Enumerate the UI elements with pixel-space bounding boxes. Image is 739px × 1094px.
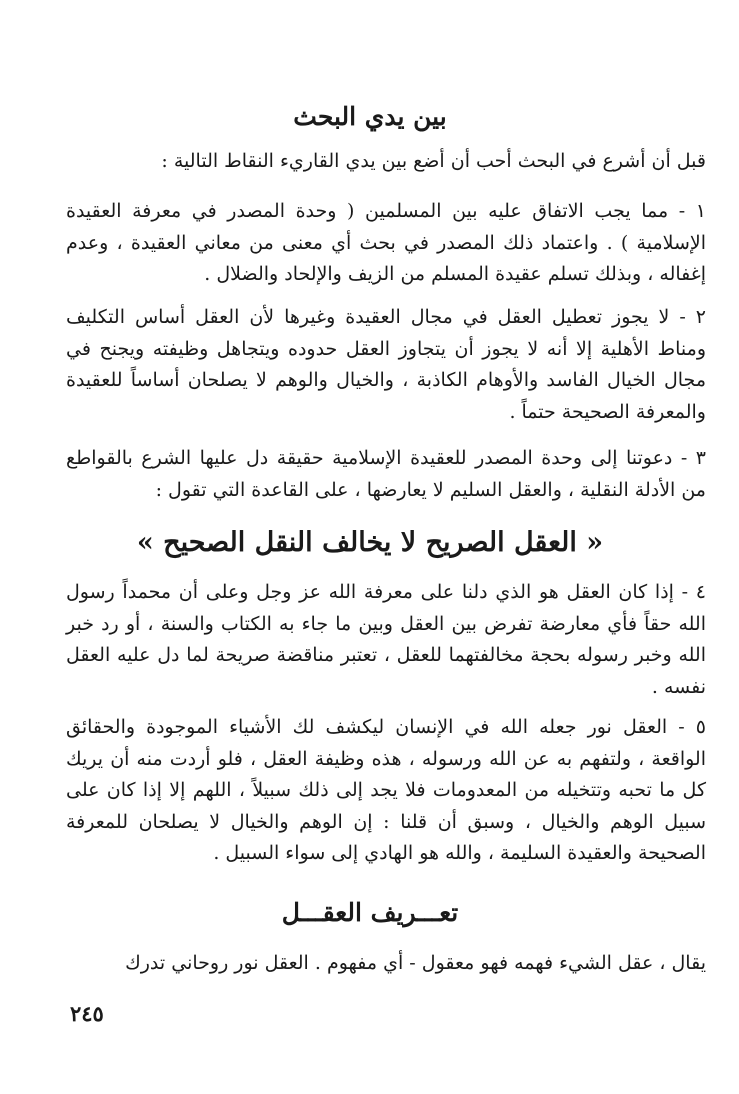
section-title: بين يدي البحث	[293, 102, 447, 131]
point-4-paragraph: ٤ - إذا كان العقل هو الذي دلنا على معرفة الله عز وجل وعلى أن محمداً رسول الله حقاً فأي معارضة تفرض بين العقل وبين ما جاء به الكتاب والسنة ، أو رد خبر الله وخبر رسوله بحجة مخالفتهما للعقل ، تعتبر مناقضة صريحة لما دل عليه العقل نفسه .	[66, 581, 706, 698]
intro-paragraph: قبل أن أشرع في البحث أحب أن أضع بين يدي القاريء النقاط التالية :	[161, 150, 706, 172]
definition-paragraph: يقال ، عقل الشيء فهمه فهو معقول - أي مفهوم . العقل نور روحاني تدرك	[125, 952, 706, 974]
page-number: ٢٤٥	[70, 1001, 104, 1026]
point-1-paragraph: ١ - مما يجب الاتفاق عليه بين المسلمين ( وحدة المصدر في معرفة العقيدة الإسلامية ) . واعتماد ذلك المصدر في بحث أي معنى من معاني العقيدة ، وعدم إغفاله ، وبذلك تسلم عقيدة المسلم من الزيف والإلحاد والضلال .	[66, 200, 706, 285]
rule-statement: « العقل الصريح لا يخالف النقل الصحيح »	[136, 527, 604, 558]
definition-title: تعـــريف العقـــل	[281, 898, 459, 927]
point-3-paragraph: ٣ - دعوتنا إلى وحدة المصدر للعقيدة الإسلامية حقيقة دل عليها الشرع بالقواطع من الأدلة النقلية ، والعقل السليم لا يعارضها ، على القاعدة التي تقول :	[66, 447, 706, 501]
point-2-paragraph: ٢ - لا يجوز تعطيل العقل في مجال العقيدة وغيرها لأن العقل أساس التكليف ومناط الأهلية إلا أنه لا يجوز أن يتجاوز العقل حدوده ويتجاهل وظيفته ويجنح في مجال الخيال الفاسد والأوهام الكاذبة ، والخيال والوهم لا يصلحان أساساً للعقيدة والمعرفة الصحيحة حتماً .	[66, 306, 706, 423]
point-5-paragraph: ٥ - العقل نور جعله الله في الإنسان ليكشف لك الأشياء الموجودة والحقائق الواقعة ، ولتفهم به عن الله ورسوله ، هذه وظيفة العقل ، فلو أردت منه أن يريك كل ما تحبه وتتخيله من المعدومات فلا يجد إلى ذلك سبيلاً ، اللهم إلا إذا كان على سبيل الوهم والخيال ، وسبق أن قلنا : إن الوهم والخيال لا يصلحان للمعرفة الصحيحة والعقيدة السليمة ، والله هو الهادي إلى سواء السبيل .	[66, 716, 706, 864]
